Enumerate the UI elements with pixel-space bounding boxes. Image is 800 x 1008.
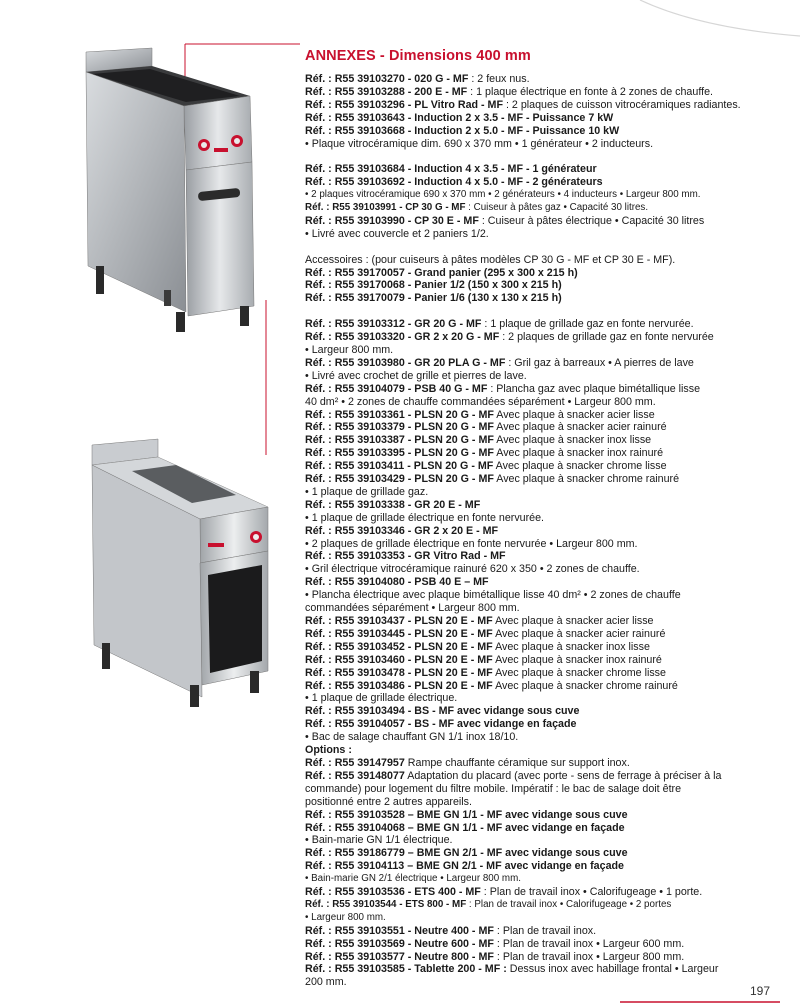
reference-line (305, 409, 775, 422)
reference-code: Réf. : R55 39103668 - Induction 2 x 5.0 - MF - Puissance 10 kW (305, 124, 620, 137)
separator: : (493, 937, 500, 950)
reference-line (305, 976, 775, 989)
reference-description: • 1 plaque de grillade électrique en fonte nervurée. (305, 511, 545, 524)
reference-line (305, 628, 775, 641)
reference-description: • 2 plaques vitrocéramique 690 x 370 mm • 2 générateurs • 4 inducteurs • Largeur 800 mm. (305, 189, 701, 201)
reference-code: Réf. : R55 39103270 - 020 G - MF (305, 73, 469, 85)
reference-line (305, 383, 775, 396)
reference-code: Réf. : R55 39103361 - PLSN 20 G - MF (305, 408, 494, 421)
reference-code: Réf. : R55 39103320 - GR 2 x 20 G - MF (305, 331, 500, 344)
reference-line (305, 744, 775, 757)
spacer (305, 305, 775, 318)
reference-line (305, 576, 775, 589)
reference-description: • Plaque vitrocéramique dim. 690 x 370 mm • 1 générateur • 2 inducteurs. (305, 137, 654, 150)
reference-lines (305, 73, 775, 989)
reference-line (305, 99, 775, 112)
reference-line (305, 86, 775, 99)
reference-line (305, 73, 775, 86)
reference-line (305, 680, 775, 693)
reference-line (305, 460, 775, 473)
reference-code: Réf. : R55 39147957 (305, 756, 405, 769)
separator: : (493, 924, 500, 937)
separator: : (466, 898, 472, 910)
reference-description: Accessoires : (pour cuiseurs à pâtes modèles CP 30 G - MF et CP 30 E - MF). (305, 253, 676, 266)
reference-description: Gril gaz à barreaux • A pierres de lave (511, 356, 694, 369)
reference-code: Réf. : R55 39103528 – BME GN 1/1 - MF avec vidange sous cuve (305, 808, 628, 821)
reference-line (305, 873, 775, 886)
reference-code: Options : (305, 744, 352, 757)
product-list (305, 48, 775, 989)
reference-description: • Livré avec crochet de grille et pierres de lave. (305, 369, 527, 382)
reference-line (305, 421, 775, 434)
reference-description: Avec plaque à snacker acier lisse (493, 408, 655, 421)
reference-line (305, 344, 775, 357)
reference-code: Réf. : R55 39104113 – BME GN 2/1 - MF avec vidange en façade (305, 860, 624, 873)
reference-code: Réf. : R55 39104057 - BS - MF avec vidange en façade (305, 718, 577, 731)
reference-code: Réf. : R55 39103387 - PLSN 20 G - MF (305, 434, 494, 447)
reference-line (305, 770, 775, 783)
reference-description: Avec plaque à snacker chrome lisse (493, 460, 667, 473)
reference-line (305, 318, 775, 331)
reference-description: • Largeur 800 mm. (305, 911, 386, 923)
reference-line (305, 267, 775, 280)
range-appliance-image (80, 44, 280, 344)
reference-line (305, 292, 775, 305)
reference-code: Réf. : R55 39103486 - PLSN 20 E - MF (305, 679, 493, 692)
reference-code: Réf. : R55 39103379 - PLSN 20 G - MF (305, 421, 494, 434)
reference-line (305, 473, 775, 486)
reference-code: Réf. : R55 39103288 - 200 E - MF (305, 85, 468, 98)
reference-code: Réf. : R55 39103643 - Induction 2 x 3.5 - MF - Puissance 7 kW (305, 111, 614, 124)
reference-line (305, 370, 775, 383)
page-title: ANNEXES - Dimensions 400 mm (305, 48, 531, 64)
separator: : (481, 318, 488, 331)
spacer (305, 241, 775, 254)
reference-description: 40 dm² • 2 zones de chauffe commandées séparément • Largeur 800 mm. (305, 395, 656, 408)
reference-description: • Livré avec couvercle et 2 paniers 1/2. (305, 227, 489, 240)
reference-description: 200 mm. (305, 976, 347, 989)
reference-line (305, 202, 775, 215)
reference-line (305, 525, 775, 538)
separator: : (499, 331, 506, 344)
reference-code: Réf. : R55 39103569 - Neutre 600 - MF (305, 937, 494, 950)
reference-code: Réf. : R55 39103536 - ETS 400 - MF (305, 886, 481, 899)
reference-line (305, 899, 775, 912)
spacer (305, 150, 775, 163)
reference-line (305, 563, 775, 576)
reference-line (305, 138, 775, 151)
reference-description: 2 plaques de grillade gaz en fonte nervurée (505, 331, 714, 344)
reference-code: Réf. : R55 39103353 - GR Vitro Rad - MF (305, 550, 506, 563)
reference-description: Rampe chauffante céramique sur support inox. (404, 756, 630, 769)
reference-line (305, 279, 775, 292)
reference-description: Plan de travail inox • Calorifugeage • 2 portes (471, 898, 672, 910)
separator: : (467, 85, 474, 98)
reference-description: • Gril électrique vitrocéramique rainuré 620 x 350 • 2 zones de chauffe. (305, 563, 640, 576)
reference-code: Réf. : R55 39103445 - PLSN 20 E - MF (305, 627, 493, 640)
reference-line (305, 189, 775, 202)
separator: : (478, 214, 485, 227)
reference-code: Réf. : R55 39103684 - Induction 4 x 3.5 - MF - 1 générateur (305, 163, 597, 176)
reference-description: Plan de travail inox • Largeur 600 mm. (499, 937, 685, 950)
reference-line (305, 925, 775, 938)
reference-line (305, 331, 775, 344)
reference-line (305, 834, 775, 847)
reference-code: Réf. : R55 39103312 - GR 20 G - MF (305, 318, 482, 331)
reference-code: Réf. : R55 39103991 - CP 30 G - MF (305, 202, 466, 214)
reference-line (305, 951, 775, 964)
reference-description: Avec plaque à snacker acier lisse (492, 615, 654, 628)
reference-description: • Bain-marie GN 2/1 électrique • Largeur 800 mm. (305, 873, 521, 885)
reference-description: 1 plaque de grillade gaz en fonte nervurée. (487, 318, 694, 331)
reference-description: • Largeur 800 mm. (305, 343, 394, 356)
reference-description: • 1 plaque de grillade gaz. (305, 485, 429, 498)
reference-description: Avec plaque à snacker chrome rainuré (493, 473, 680, 486)
reference-line (305, 550, 775, 563)
separator: : (487, 382, 494, 395)
reference-description: • Bain-marie GN 1/1 électrique. (305, 834, 453, 847)
reference-code: Réf. : R55 39103980 - GR 20 PLA G - MF (305, 356, 506, 369)
reference-code: Réf. : R55 39103452 - PLSN 20 E - MF (305, 640, 493, 653)
reference-line (305, 757, 775, 770)
reference-line (305, 176, 775, 189)
bain-marie-appliance-image (86, 435, 286, 710)
reference-line (305, 486, 775, 499)
reference-code: Réf. : R55 39170068 - Panier 1/2 (150 x 300 x 215 h) (305, 279, 562, 292)
separator: : (503, 98, 509, 111)
reference-description: • 2 plaques de grillade électrique en fonte nervurée • Largeur 800 mm. (305, 537, 638, 550)
reference-code: Réf. : R55 39103692 - Induction 4 x 5.0 - MF - 2 générateurs (305, 176, 603, 189)
reference-code: Réf. : R55 39103494 - BS - MF avec vidange sous cuve (305, 705, 580, 718)
reference-description: Plancha gaz avec plaque bimétallique lisse (493, 382, 701, 395)
reference-description: Cuiseur à pâtes électrique • Capacité 30 litres (484, 214, 705, 227)
reference-description: Avec plaque à snacker inox rainuré (492, 653, 662, 666)
reference-line (305, 796, 775, 809)
reference-code: Réf. : R55 39103395 - PLSN 20 G - MF (305, 447, 494, 460)
reference-description: Avec plaque à snacker chrome lisse (492, 666, 666, 679)
reference-code: Réf. : R55 39103338 - GR 20 E - MF (305, 498, 481, 511)
reference-line (305, 434, 775, 447)
reference-line (305, 667, 775, 680)
reference-description: commandées séparément • Largeur 800 mm. (305, 602, 520, 615)
reference-code: Réf. : R55 39104068 – BME GN 1/1 - MF avec vidange en façade (305, 821, 625, 834)
reference-code: Réf. : R55 39148077 (305, 769, 405, 782)
reference-description: Cuiseur à pâtes gaz • Capacité 30 litres. (470, 202, 649, 214)
reference-line (305, 718, 775, 731)
reference-line (305, 963, 775, 976)
reference-description: Avec plaque à snacker inox lisse (492, 640, 650, 653)
reference-line (305, 447, 775, 460)
reference-line (305, 254, 775, 267)
reference-line (305, 499, 775, 512)
reference-description: Plan de travail inox • Largeur 800 mm. (499, 950, 685, 963)
reference-line (305, 641, 775, 654)
reference-line (305, 228, 775, 241)
reference-line (305, 938, 775, 951)
reference-code: Réf. : R55 39104079 - PSB 40 G - MF (305, 382, 488, 395)
reference-description: • Plancha électrique avec plaque bimétallique lisse 40 dm² • 2 zones de chauffe (305, 589, 681, 602)
reference-line (305, 731, 775, 744)
reference-line (305, 396, 775, 409)
reference-line (305, 692, 775, 705)
reference-line (305, 589, 775, 602)
reference-line (305, 822, 775, 835)
reference-line (305, 357, 775, 370)
reference-code: Réf. : R55 39104080 - PSB 40 E – MF (305, 576, 489, 589)
reference-code: Réf. : R55 39170079 - Panier 1/6 (130 x 130 x 215 h) (305, 292, 562, 305)
reference-line (305, 705, 775, 718)
reference-code: Réf. : R55 39103296 - PL Vitro Rad - MF (305, 98, 503, 111)
reference-line (305, 163, 775, 176)
page-rule (620, 1001, 780, 1003)
reference-description: 1 plaque électrique en fonte à 2 zones de chauffe. (473, 85, 713, 98)
reference-line (305, 512, 775, 525)
reference-code: Réf. : R55 39103437 - PLSN 20 E - MF (305, 615, 493, 628)
reference-description: Avec plaque à snacker acier rainuré (493, 421, 667, 434)
reference-code: Réf. : R55 39103346 - GR 2 x 20 E - MF (305, 524, 499, 537)
reference-line (305, 112, 775, 125)
reference-line (305, 615, 775, 628)
reference-line (305, 783, 775, 796)
reference-line (305, 809, 775, 822)
reference-description: 2 plaques de cuisson vitrocéramiques radiantes. (508, 98, 741, 111)
separator: : (505, 356, 512, 369)
reference-description: • 1 plaque de grillade électrique. (305, 692, 458, 705)
separator: : (480, 886, 487, 899)
reference-description: commande) pour logement du filtre mobile. Impératif : le bac de salage doit être (305, 782, 682, 795)
reference-description: positionné entre 2 autres appareils. (305, 795, 472, 808)
reference-code: Réf. : R55 39103577 - Neutre 800 - MF (305, 950, 494, 963)
reference-line (305, 860, 775, 873)
reference-description: Dessus inox avec habillage frontal • Largeur (506, 963, 719, 976)
separator: : (468, 73, 475, 85)
reference-line (305, 886, 775, 899)
reference-code: Réf. : R55 39103478 - PLSN 20 E - MF (305, 666, 493, 679)
separator: : (493, 950, 500, 963)
reference-code: Réf. : R55 39103585 - Tablette 200 - MF : (305, 963, 507, 976)
reference-description: Plan de travail inox. (499, 924, 597, 937)
reference-description: 2 feux nus. (474, 73, 530, 85)
reference-line (305, 654, 775, 667)
reference-description: Plan de travail inox • Calorifugeage • 1 porte. (486, 886, 703, 899)
reference-description: Adaptation du placard (avec porte - sens de ferrage à préciser à la (404, 769, 722, 782)
reference-description: Avec plaque à snacker chrome rainuré (492, 679, 678, 692)
reference-description: • Bac de salage chauffant GN 1/1 inox 18/10. (305, 731, 519, 744)
reference-line (305, 538, 775, 551)
reference-code: Réf. : R55 39103990 - CP 30 E - MF (305, 214, 479, 227)
reference-description: Avec plaque à snacker inox lisse (493, 434, 652, 447)
reference-description: Avec plaque à snacker acier rainuré (492, 627, 666, 640)
reference-code: Réf. : R55 39103460 - PLSN 20 E - MF (305, 653, 493, 666)
reference-description: Avec plaque à snacker inox rainuré (493, 447, 664, 460)
page-number: 197 (749, 984, 770, 998)
separator: : (465, 202, 471, 214)
reference-line (305, 847, 775, 860)
reference-code: Réf. : R55 39103544 - ETS 800 - MF (305, 898, 467, 910)
reference-code: Réf. : R55 39103411 - PLSN 20 G - MF (305, 460, 494, 473)
reference-code: Réf. : R55 39103551 - Neutre 400 - MF (305, 924, 494, 937)
reference-line (305, 215, 775, 228)
reference-code: Réf. : R55 39103429 - PLSN 20 G - MF (305, 473, 494, 486)
reference-line (305, 912, 775, 925)
reference-line (305, 125, 775, 138)
reference-code: Réf. : R55 39186779 – BME GN 2/1 - MF avec vidange sous cuve (305, 847, 628, 860)
reference-line (305, 602, 775, 615)
reference-code: Réf. : R55 39170057 - Grand panier (295 x 300 x 215 h) (305, 266, 578, 279)
